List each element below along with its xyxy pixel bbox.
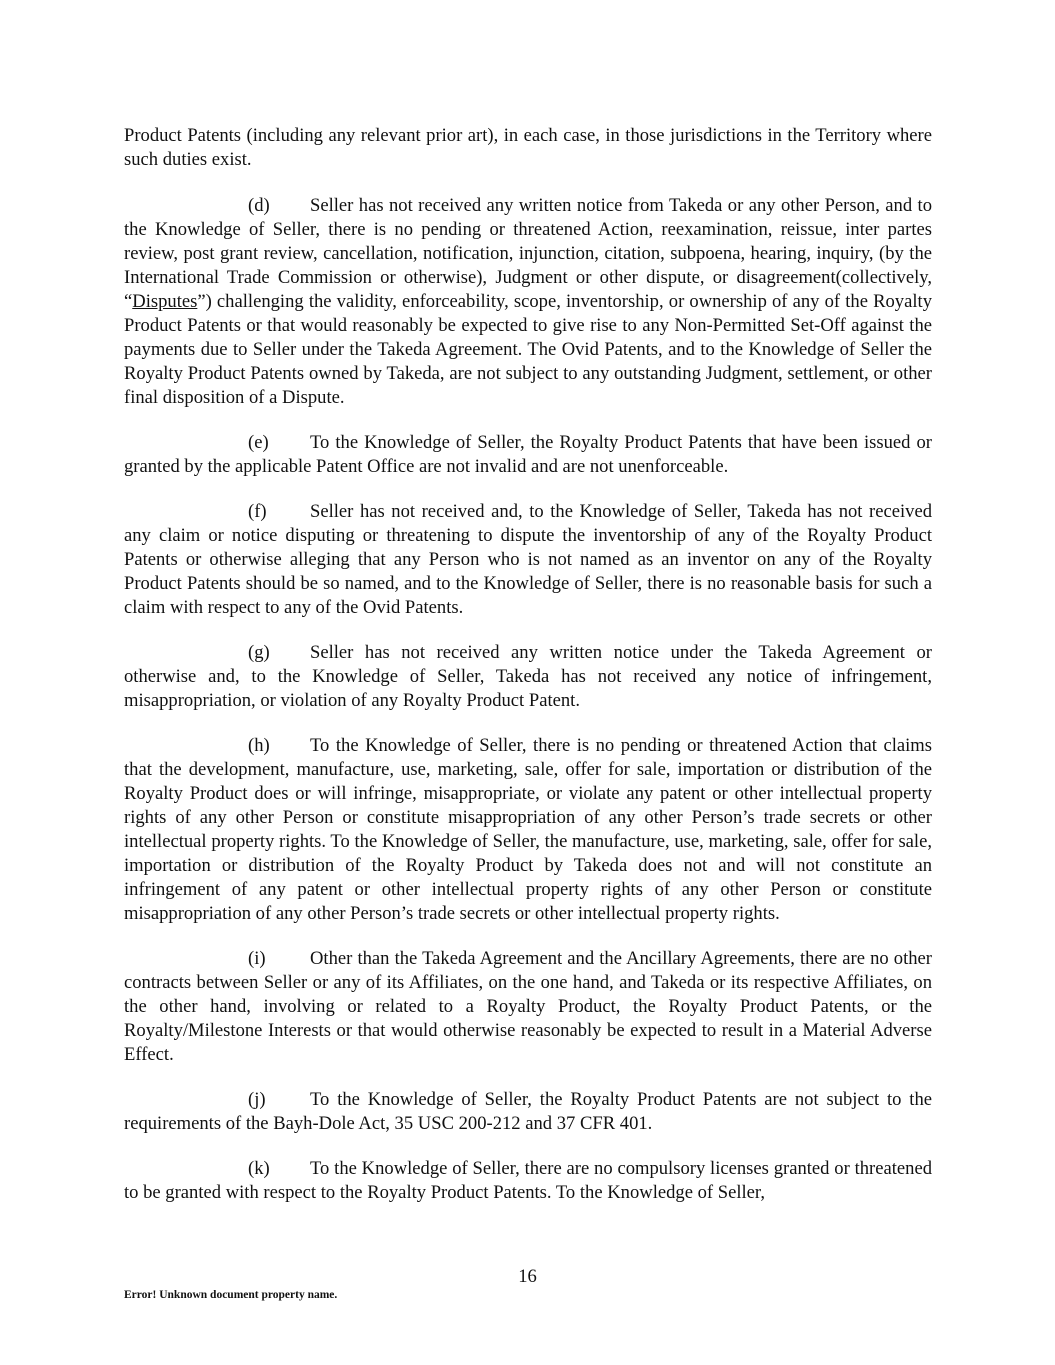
- paragraph-i: [124, 947, 932, 1067]
- footer-error-text: Error! Unknown document property name.: [124, 1289, 338, 1301]
- paragraph-label: (e): [248, 432, 269, 453]
- paragraph-f: [124, 500, 932, 620]
- paragraph-label: (k): [248, 1158, 270, 1179]
- paragraph-d-text-after: ”) challenging the validity, enforceability, scope, inventorship, or ownership of any of the Royalty Product Patents or that would reasonably be expected to give rise to any Non-Permitted Set-Off against the payments due to Seller under the Takeda Agreement. The Ovid Patents, and to the Knowledge of Seller the Royalty Product Patents owned by Takeda, are not subject to any outstanding Judgment, settlement, or other final disposition of a Dispute.: [124, 291, 932, 408]
- document-body: [124, 124, 932, 1226]
- paragraph-text: To the Knowledge of Seller, the Royalty Product Patents are not subject to the requirements of the Bayh-Dole Act, 35 USC 200-212 and 37 CFR 401.: [124, 1089, 932, 1134]
- paragraph-text: Seller has not received any written notice under the Takeda Agreement or otherwise and, to the Knowledge of Seller, Takeda has not received any notice of infringement, misappropriation, or violation of any Royalty Product Patent.: [124, 642, 932, 711]
- paragraph-j: [124, 1088, 932, 1136]
- paragraph-d: [124, 194, 932, 410]
- paragraph-g: [124, 641, 932, 713]
- paragraph-label: (i): [248, 948, 266, 969]
- paragraph-label: (j): [248, 1089, 266, 1110]
- paragraph-h: [124, 734, 932, 926]
- paragraph-text: Seller has not received and, to the Knowledge of Seller, Takeda has not received any claim or notice disputing or threatening to dispute the inventorship of any of the Royalty Product Patents or otherwise alleging that any Person who is not named as an inventor on any of the Royalty Product Patents should be so named, and to the Knowledge of Seller, there is no reasonable basis for such a claim with respect to any of the Ovid Patents.: [124, 501, 932, 618]
- paragraph-text: Other than the Takeda Agreement and the Ancillary Agreements, there are no other contracts between Seller or any of its Affiliates, on the one hand, and Takeda or its respective Affiliates, on the other hand, involving or related to a Royalty Product, the Royalty Product Patents, or the Royalty/Milestone Interests or that would otherwise reasonably be expected to result in a Material Adverse Effect.: [124, 948, 932, 1065]
- paragraph-text: To the Knowledge of Seller, there are no compulsory licenses granted or threatened to be granted with respect to the Royalty Product Patents. To the Knowledge of Seller,: [124, 1158, 932, 1203]
- defined-term-disputes: Disputes: [132, 291, 198, 312]
- paragraph-text: To the Knowledge of Seller, the Royalty Product Patents that have been issued or granted by the applicable Patent Office are not invalid and are not unenforceable.: [124, 432, 932, 477]
- paragraph-e: [124, 431, 932, 479]
- paragraph-k: [124, 1157, 932, 1205]
- paragraph-label: (h): [248, 735, 270, 756]
- page-number: 16: [518, 1266, 537, 1287]
- intro-paragraph: Product Patents (including any relevant prior art), in each case, in those jurisdictions in the Territory where such duties exist.: [124, 125, 932, 170]
- paragraph-label: (f): [248, 501, 267, 522]
- paragraph-label: (g): [248, 642, 270, 663]
- paragraph-d-text-before: Seller has not received any written notice from Takeda or any other Person, and to the Knowledge of Seller, there is no pending or threatened Action, reexamination, reissue, inter partes review, post grant review, cancellation, notification, injunction, citation, subpoena, hearing, inquiry, (by the International Trade Commission or otherwise), Judgment or other dispute, or disagreement(collectively, “: [124, 195, 932, 312]
- paragraph-text: To the Knowledge of Seller, there is no pending or threatened Action that claims that the development, manufacture, use, marketing, sale, offer for sale, importation or distribution of the Royalty Product does or will infringe, misappropriate, or violate any patent or other intellectual property rights of any other Person or constitute misappropriation of any other Person’s trade secrets or other intellectual property rights. To the Knowledge of Seller, the manufacture, use, marketing, sale, offer for sale, importation or distribution of the Royalty Product by Takeda does not and will not constitute an infringement of any patent or other intellectual property rights of any other Person or constitute misappropriation of any other Person’s trade secrets or other intellectual property rights.: [124, 735, 932, 924]
- paragraph-label: (d): [248, 195, 270, 216]
